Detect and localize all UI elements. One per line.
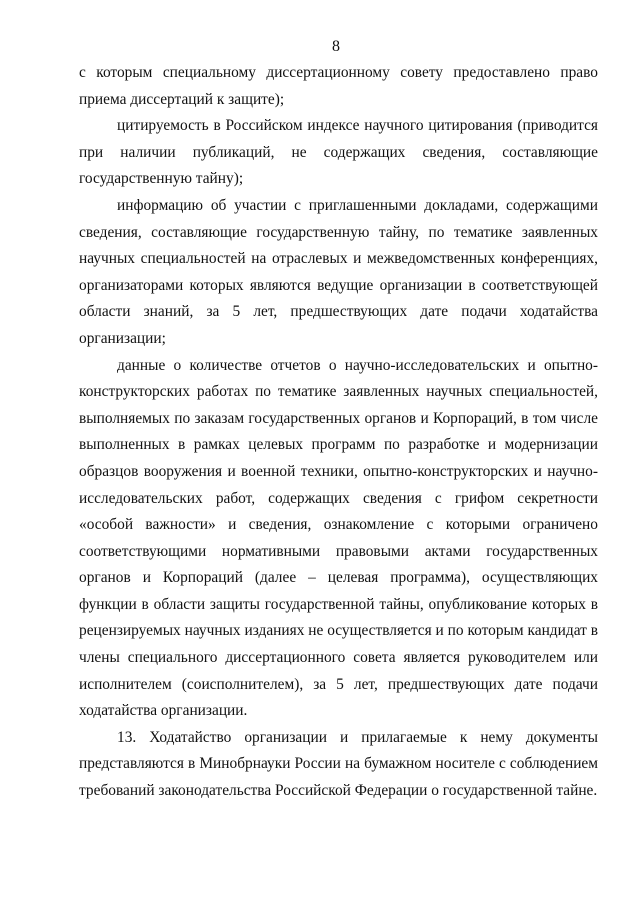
page-number: 8 (332, 38, 340, 55)
paragraph-continuation: с которым специальному диссертационному совету предоставлено право приема диссертаций к защите); (79, 64, 598, 108)
document-body (79, 60, 598, 805)
paragraph-citation-index: цитируемость в Российском индексе научного цитирования (приводится при наличии публикаций, не содержащих сведения, составляющие государственную тайну); (79, 117, 598, 188)
paragraph-research-reports: данные о количестве отчетов о научно-исследовательских и опытно-конструкторских работах по тематике заявленных научных специальностей, выполняемых по заказам государственных органов и Корпораций, в том числе выполненных в рамках целевых программ по разработке и модернизации образцов вооружения и военной техники, опытно-конструкторских и научно-исследовательских работ, содержащих сведения с грифом секретности «особой важности» и сведения, ознакомление с которыми ограничено соответствующими нормативными правовыми актами государственных органов и Корпораций (далее – целевая программа), осуществляющих функции в области защиты государственной тайны, опубликование которых в рецензируемых научных изданиях не осуществляется и по которым кандидат в члены специального диссертационного совета является руководителем или исполнителем (соисполнителем), за 5 лет, предшествующих дате подачи ходатайства организации. (79, 356, 598, 720)
paragraph-item-13: 13. Ходатайство организации и прилагаемые к нему документы представляются в Минобрнауки России на бумажном носителе с соблюдением требований законодательства Российской Федерации о государственной тайне. (79, 728, 598, 800)
paragraph-conference-participation: информацию об участии с приглашенными докладами, содержащими сведения, составляющие государственную тайну, по тематике заявленных научных специальностей на отраслевых и межведомственных конференциях, организаторами которых являются ведущие организации в соответствующей области знаний, за 5 лет, предшествующих дате подачи ходатайства организации; (79, 196, 598, 347)
